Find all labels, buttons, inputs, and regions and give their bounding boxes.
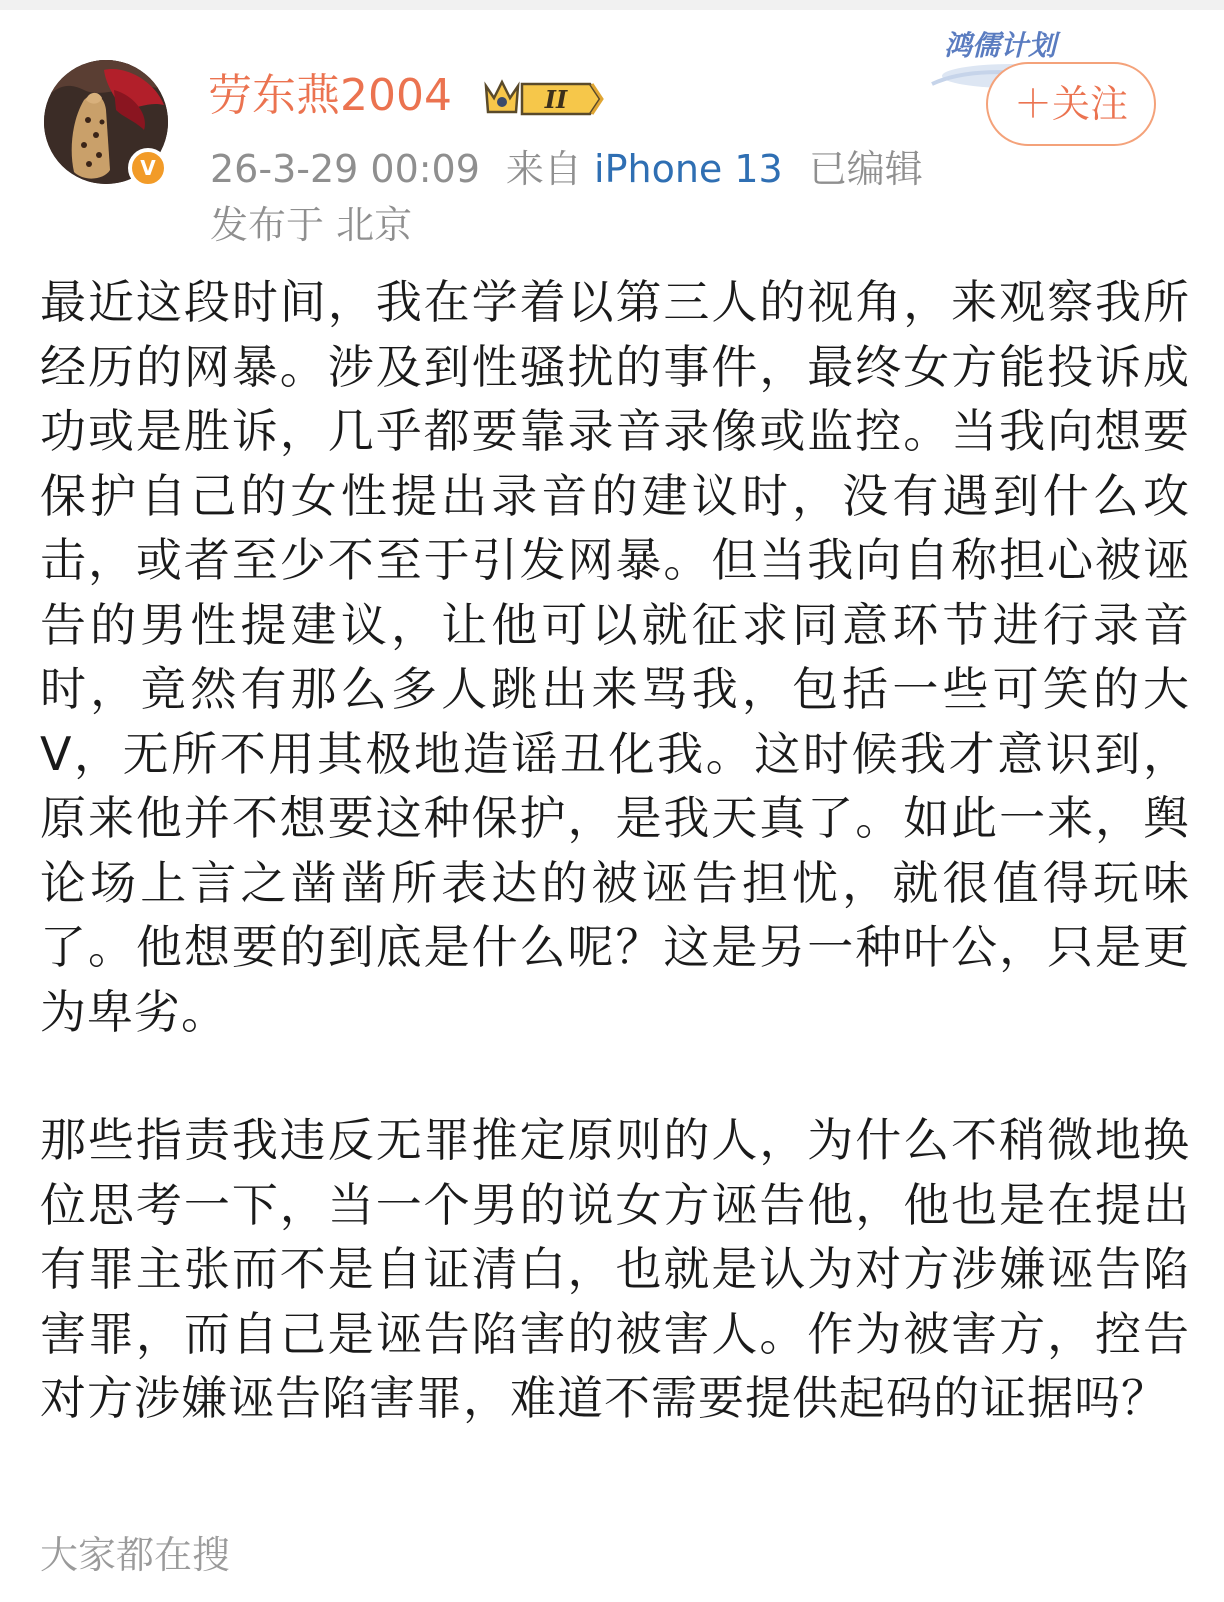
username[interactable]: 劳东燕2004 bbox=[208, 70, 452, 121]
post-timestamp: 26-3-29 00:09 bbox=[210, 147, 480, 191]
post-meta bbox=[210, 144, 923, 194]
verified-badge-icon: V bbox=[128, 148, 168, 188]
post-body bbox=[40, 270, 1190, 1431]
source-prefix: 来自 bbox=[505, 147, 582, 191]
post-header bbox=[0, 10, 1224, 260]
top-status-strip bbox=[0, 0, 1224, 10]
trending-search-label[interactable]: 大家都在搜 bbox=[40, 1533, 231, 1577]
plan-label[interactable]: 鸿儒计划 bbox=[944, 29, 1057, 62]
post-paragraph-2: 那些指责我违反无罪推定原则的人，为什么不稍微地换位思考一下，当一个男的说女方诬告他，他也是在提出有罪主张而不是自证清白，也就是认为对方涉嫌诬告陷害罪，而自己是诬告陷害的被害人。作为被害方，控告对方涉嫌诬告陷害罪，难道不需要提供起码的证据吗？ bbox=[40, 1113, 1190, 1425]
level-label: II bbox=[544, 85, 568, 114]
follow-button[interactable]: ＋关注 bbox=[986, 62, 1156, 146]
member-crown-icon bbox=[482, 76, 604, 122]
device-link[interactable]: iPhone 13 bbox=[594, 147, 783, 191]
post-location: 发布于 北京 bbox=[210, 203, 413, 247]
edited-label[interactable]: 已编辑 bbox=[808, 147, 923, 191]
post-paragraph-1: 最近这段时间，我在学着以第三人的视角，来观察我所经历的网暴。涉及到性骚扰的事件，最终女方能投诉成功或是胜诉，几乎都要靠录音录像或监控。当我向想要保护自己的女性提出录音的建议时，没有遇到什么攻击，或者至少不至于引发网暴。但当我向自称担心被诬告的男性提建议，让他可以就征求同意环节进行录音时，竟然有那么多人跳出来骂我，包括一些可笑的大V，无所不用其极地造谣丑化我。这时候我才意识到，原来他并不想要这种保护，是我天真了。如此一来，舆论场上言之凿凿所表达的被诬告担忧，就很值得玩味了。他想要的到底是什么呢？这是另一种叶公，只是更为卑劣。 bbox=[40, 275, 1190, 1039]
